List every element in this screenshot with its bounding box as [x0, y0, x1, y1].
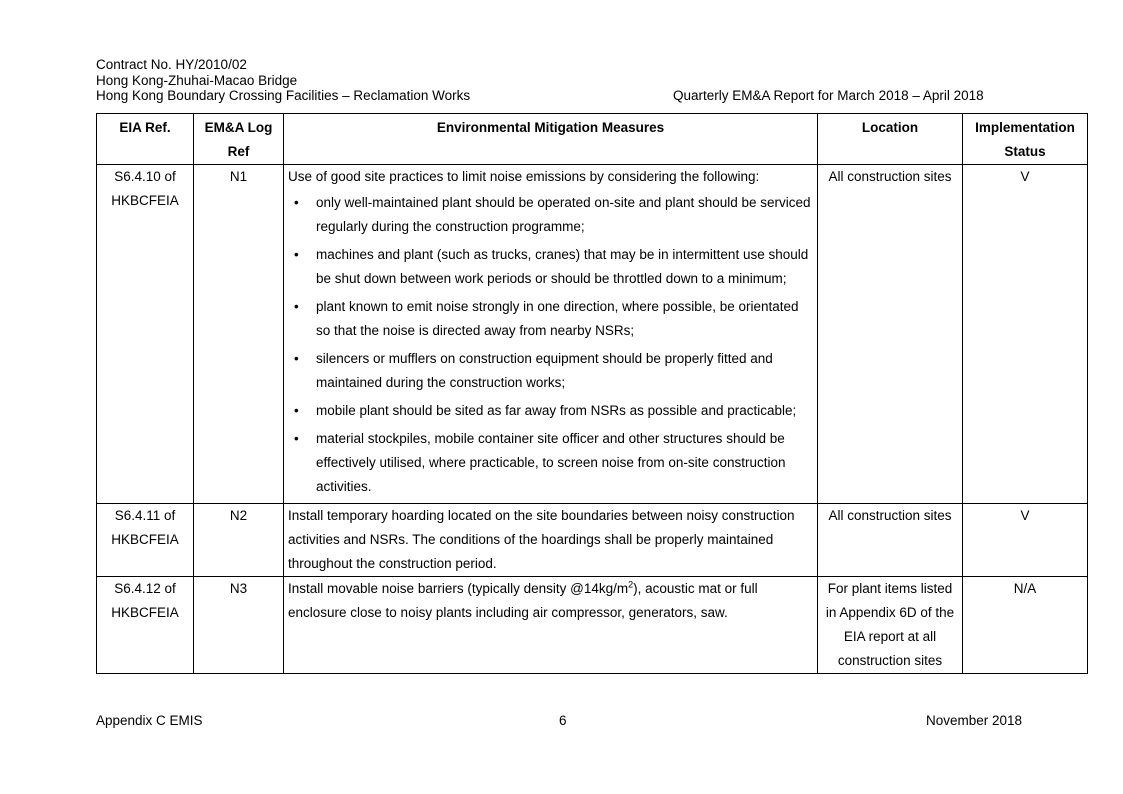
page-number: 6: [559, 713, 567, 728]
list-item: • silencers or mufflers on construction equipment should be properly fitted and maintained during the construction works;: [288, 347, 813, 395]
measure-intro: Use of good site practices to limit noise emissions by considering the following:: [288, 169, 760, 184]
location-cell: All construction sites: [818, 504, 963, 577]
status-cell: N/A: [963, 577, 1088, 674]
log-ref-cell: N1: [194, 165, 284, 504]
table-header-row: [97, 114, 1088, 165]
eia-ref-cell: S6.4.12 of HKBCFEIA: [97, 577, 194, 674]
list-item: • plant known to emit noise strongly in one direction, where possible, be orientated so that the noise is directed away from nearby NSRs;: [288, 295, 813, 343]
log-ref-cell: N3: [194, 577, 284, 674]
eia-ref-cell: S6.4.10 of HKBCFEIA: [97, 165, 194, 504]
table-row: [97, 504, 1088, 577]
col-header-location: Location: [818, 114, 963, 165]
measures-cell: Install temporary hoarding located on the site boundaries between noisy construction activities and NSRs. The conditions of the hoardings shall be properly maintained throughout the construction period.: [284, 504, 818, 577]
list-item: • machines and plant (such as trucks, cranes) that may be in intermittent use should be shut down between work periods or should be throttled down to a minimum;: [288, 243, 813, 291]
log-ref-cell: N2: [194, 504, 284, 577]
col-header-measures: Environmental Mitigation Measures: [284, 114, 818, 165]
col-header-log-ref: EM&A Log Ref: [194, 114, 284, 165]
table-row: [97, 165, 1088, 504]
project-name: Hong Kong-Zhuhai-Macao Bridge: [96, 72, 298, 88]
table-row: [97, 577, 1088, 674]
location-cell: All construction sites: [818, 165, 963, 504]
works-name: Hong Kong Boundary Crossing Facilities – Reclamation Works: [96, 88, 471, 103]
footer-appendix: Appendix C EMIS: [96, 713, 203, 728]
measures-cell: Install movable noise barriers (typically density $@14kg/m^2$), acoustic mat or full enclosure close to noisy plants including air compressor, generators, saw.: [284, 577, 818, 674]
contract-number: Contract No. HY/2010/02: [96, 57, 247, 72]
document-header: [96, 57, 470, 104]
mitigation-measures-table: [96, 113, 1088, 674]
status-cell: V: [963, 504, 1088, 577]
footer-date: November 2018: [926, 713, 1023, 728]
measures-cell: [284, 165, 818, 504]
col-header-eia-ref: EIA Ref.: [97, 114, 194, 165]
list-item: • material stockpiles, mobile container site officer and other structures should be effectively utilised, where practicable, to screen noise from on-site construction activities.: [288, 427, 813, 499]
measure-bullet-list: [288, 191, 813, 499]
location-cell: For plant items listed in Appendix 6D of the EIA report at all construction sites: [818, 577, 963, 674]
eia-ref-cell: S6.4.11 of HKBCFEIA: [97, 504, 194, 577]
list-item: • mobile plant should be sited as far away from NSRs as possible and practicable;: [288, 399, 813, 423]
list-item: • only well-maintained plant should be operated on-site and plant should be serviced regularly during the construction programme;: [288, 191, 813, 239]
col-header-status: Implementation Status: [963, 114, 1088, 165]
report-title: Quarterly EM&A Report for March 2018 – April 2018: [673, 88, 984, 103]
status-cell: V: [963, 165, 1088, 504]
